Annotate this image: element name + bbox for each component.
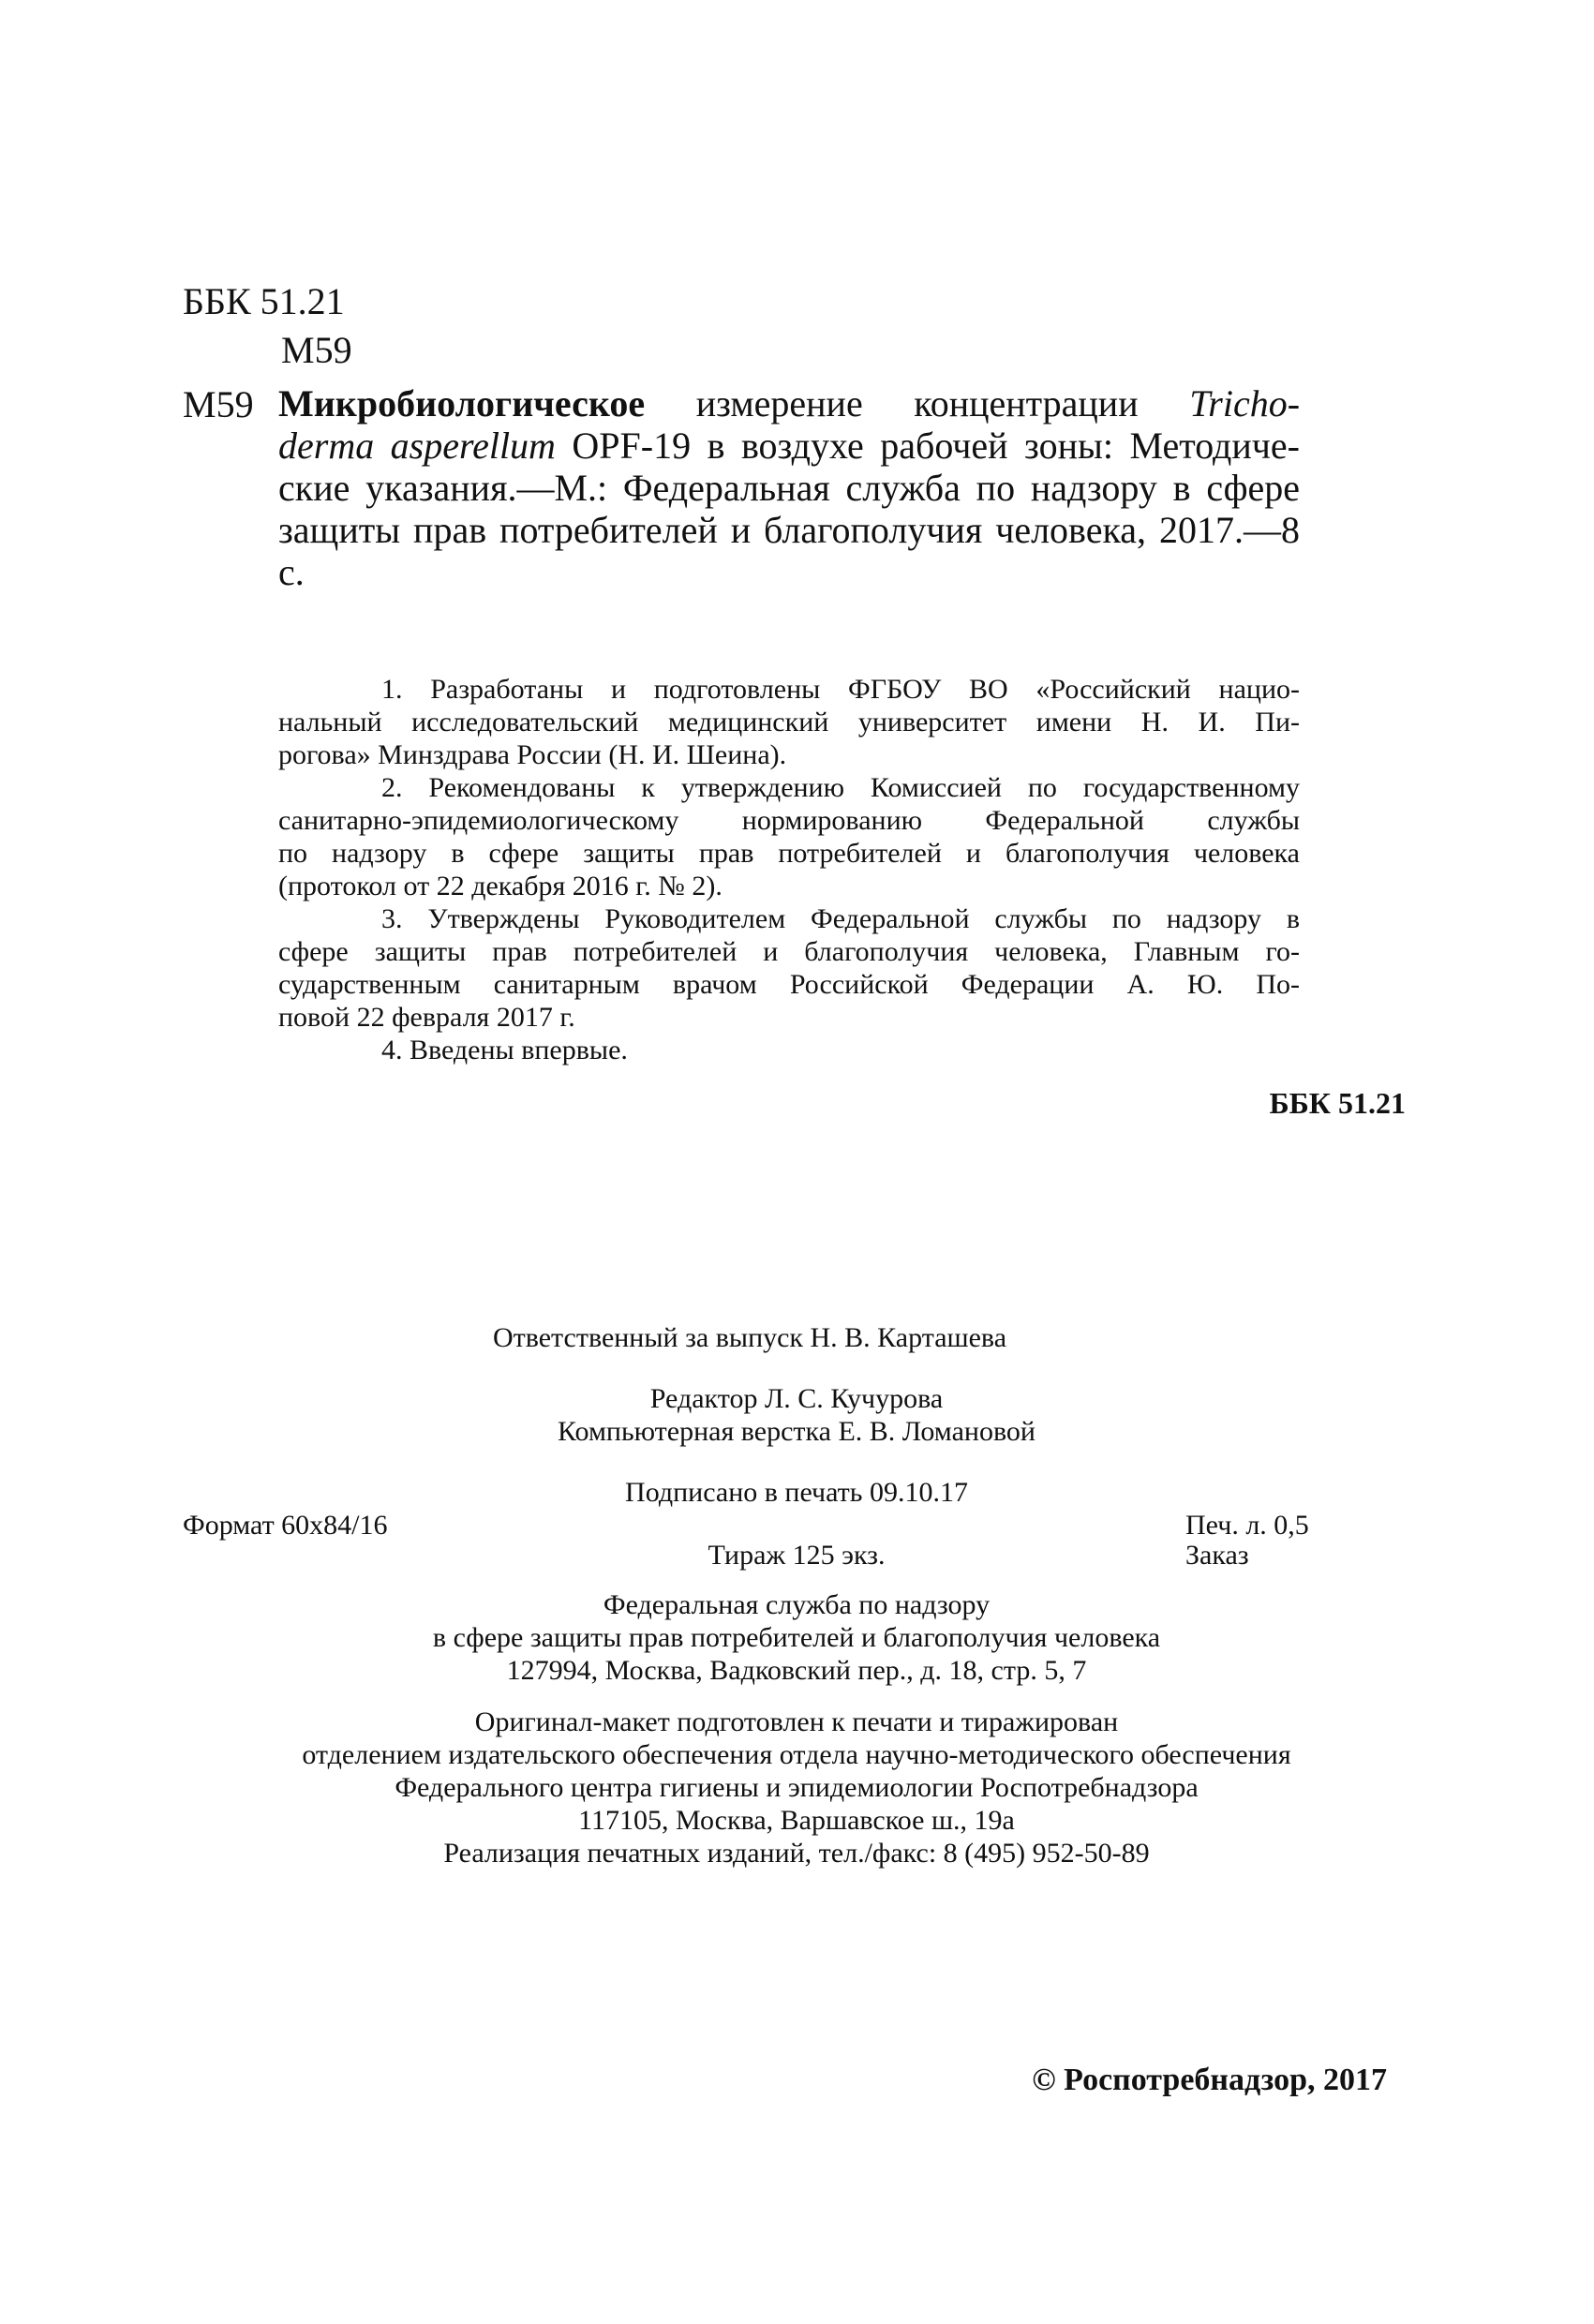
credit-line: сфере защиты прав потребителей и благополучия человека, Главным го- [278,936,1300,967]
entry-line-1 [278,382,1300,425]
publisher-line: Федеральная служба по надзору [603,1589,991,1620]
credit-line: рогова» Минздрава России (Н. И. Шеина). [278,739,787,770]
entry-line-2 [278,425,1300,467]
bbk-code: ББК 51.21 [183,280,345,322]
entry-mark: М59 [183,383,254,425]
responsible-editor: Ответственный за выпуск Н. В. Карташева [492,1322,1007,1353]
entry-line1-text: измерение концентрации [695,382,1139,425]
printer-line: Оригинал-макет подготовлен к печати и тиражирован [474,1706,1119,1737]
credit-line: 4. Введены впервые. [381,1035,628,1065]
entry-line-3: ские указания.—М.: Федеральная служба по надзору в сфере [278,467,1300,509]
credit-line: 1. Разработаны и подготовлены ФГБОУ ВО «Российский нацио- [381,674,1300,705]
order-label: Заказ [1185,1540,1249,1571]
printer-line: отделением издательского обеспечения отдела научно-методического обеспечения [302,1739,1291,1770]
credit-line: повой 22 февраля 2017 г. [278,1002,575,1033]
printer-line: Федерального центра гигиены и эпидемиологии Роспотребнадзора [395,1772,1199,1803]
paper-format: Формат 60x84/16 [183,1510,388,1541]
bibliographic-entry [278,382,1300,593]
printed-sheets: Печ. л. 0,5 [1185,1510,1309,1541]
credit-line: сударственным санитарным врачом Российской Федерации А. Ю. По- [278,969,1300,1000]
entry-line2-text: ОРF-19 в воздухе рабочей зоны: Методиче- [572,425,1300,467]
credit-line: 3. Утверждены Руководителем Федеральной службы по надзору в [381,903,1300,934]
credit-line: санитарно-эпидемиологическому нормированию Федеральной службы [278,805,1300,836]
credit-line: нальный исследовательский медицинский университет имени Н. И. Пи- [278,707,1300,737]
author-mark: М59 [281,329,352,371]
printer-block [187,1706,1406,1870]
credit-line: (протокол от 22 декабря 2016 г. № 2). [278,871,723,901]
editors-block [375,1382,1218,1448]
print-run: Тираж 125 экз. [708,1540,886,1571]
printer-phone: Реализация печатных изданий, тел./факс: 8 (495) 952-50-89 [443,1838,1150,1869]
copyright: © Роспотребнадзор, 2017 [1032,2063,1387,2097]
layout-designer: Компьютерная верстка Е. В. Ломановой [558,1416,1035,1447]
credits-block [278,673,1300,1066]
signed-for-print: Подписано в печать 09.10.17 [625,1477,968,1508]
editor: Редактор Л. С. Кучурова [649,1383,944,1414]
publisher-address: 127994, Москва, Вадковский пер., д. 18, стр. 5, 7 [506,1655,1087,1686]
printer-address: 117105, Москва, Варшавское ш., 19а [578,1805,1015,1836]
entry-species-part1: Tricho- [1189,382,1301,425]
entry-species-part2: derma asperellum [278,425,556,467]
bbk-code-right: ББК 51.21 [1269,1086,1406,1120]
credit-line: 2. Рекомендованы к утверждению Комиссией по государственному [381,772,1300,803]
publisher-block [234,1588,1359,1687]
entry-title-bold: Микробиологическое [278,382,646,425]
entry-line-4: защиты прав потребителей и благополучия человека, 2017.—8 с. [278,509,1300,593]
publisher-line: в сфере защиты прав потребителей и благополучия человека [432,1622,1161,1653]
credit-line: по надзору в сфере защиты прав потребителей и благополучия человека [278,838,1300,869]
